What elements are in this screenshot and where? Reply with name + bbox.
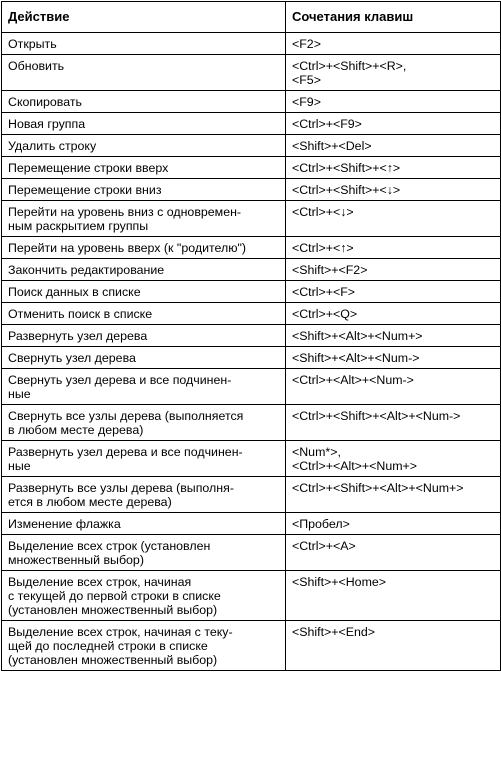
action-cell: Отменить поиск в списке	[2, 303, 286, 325]
action-cell: Свернуть все узлы дерева (выполняется в любом месте дерева)	[2, 405, 286, 441]
table-row	[2, 303, 501, 325]
table-row	[2, 201, 501, 237]
shortcut-cell: <Shift>+<F2>	[286, 259, 501, 281]
shortcut-cell: <Ctrl>+<A>	[286, 535, 501, 571]
action-cell: Удалить строку	[2, 135, 286, 157]
action-cell: Закончить редактирование	[2, 259, 286, 281]
action-cell: Развернуть узел дерева	[2, 325, 286, 347]
action-cell: Перейти на уровень вверх (к "родителю")	[2, 237, 286, 259]
shortcut-cell: <Ctrl>+<Shift>+<Alt>+<Num+>	[286, 477, 501, 513]
table-row	[2, 369, 501, 405]
action-cell: Развернуть узел дерева и все подчинен- ные	[2, 441, 286, 477]
shortcut-cell: <Ctrl>+<Q>	[286, 303, 501, 325]
header-row	[2, 2, 501, 33]
table-row	[2, 477, 501, 513]
table-row	[2, 281, 501, 303]
table-row	[2, 135, 501, 157]
table-row	[2, 441, 501, 477]
table-row	[2, 347, 501, 369]
action-cell: Обновить	[2, 55, 286, 91]
table-row	[2, 237, 501, 259]
action-cell: Свернуть узел дерева и все подчинен- ные	[2, 369, 286, 405]
action-cell: Новая группа	[2, 113, 286, 135]
header-action: Действие	[2, 2, 286, 33]
shortcut-cell: <Shift>+<Del>	[286, 135, 501, 157]
table-row	[2, 325, 501, 347]
shortcut-cell: <Ctrl>+<↓>	[286, 201, 501, 237]
table-row	[2, 621, 501, 671]
header-shortcut: Сочетания клавиш	[286, 2, 501, 33]
action-cell: Изменение флажка	[2, 513, 286, 535]
shortcut-cell: <Shift>+<Alt>+<Num->	[286, 347, 501, 369]
table-row	[2, 55, 501, 91]
table-row	[2, 157, 501, 179]
action-cell: Перемещение строки вниз	[2, 179, 286, 201]
table-row	[2, 91, 501, 113]
action-cell: Поиск данных в списке	[2, 281, 286, 303]
table-row	[2, 113, 501, 135]
table-row	[2, 33, 501, 55]
action-cell: Перемещение строки вверх	[2, 157, 286, 179]
action-cell: Перейти на уровень вниз с одновремен- ным раскрытием группы	[2, 201, 286, 237]
action-cell: Развернуть все узлы дерева (выполня- ется в любом месте дерева)	[2, 477, 286, 513]
shortcut-cell: <Ctrl>+<Alt>+<Num->	[286, 369, 501, 405]
shortcut-cell: <Ctrl>+<Shift>+<↓>	[286, 179, 501, 201]
table-row	[2, 535, 501, 571]
action-cell: Выделение всех строк, начиная с текущей до первой строки в списке (установлен множественный выбор)	[2, 571, 286, 621]
shortcuts-table	[1, 1, 501, 671]
shortcut-cell: <Ctrl>+<Shift>+<↑>	[286, 157, 501, 179]
action-cell: Выделение всех строк (установлен множественный выбор)	[2, 535, 286, 571]
shortcut-cell: <Ctrl>+<Shift>+<R>, <F5>	[286, 55, 501, 91]
action-cell: Скопировать	[2, 91, 286, 113]
table-row	[2, 259, 501, 281]
shortcut-cell: <Ctrl>+<F>	[286, 281, 501, 303]
table-body	[2, 33, 501, 671]
shortcut-cell: <Shift>+<Alt>+<Num+>	[286, 325, 501, 347]
shortcut-cell: <Ctrl>+<Shift>+<Alt>+<Num->	[286, 405, 501, 441]
shortcut-cell: <Num*>, <Ctrl>+<Alt>+<Num+>	[286, 441, 501, 477]
table-row	[2, 405, 501, 441]
shortcut-cell: <F9>	[286, 91, 501, 113]
table-row	[2, 513, 501, 535]
shortcut-cell: <Ctrl>+<↑>	[286, 237, 501, 259]
action-cell: Выделение всех строк, начиная с теку- щей до последней строки в списке (установлен множественный выбор)	[2, 621, 286, 671]
shortcut-cell: <Пробел>	[286, 513, 501, 535]
action-cell: Свернуть узел дерева	[2, 347, 286, 369]
action-cell: Открыть	[2, 33, 286, 55]
shortcut-cell: <Ctrl>+<F9>	[286, 113, 501, 135]
shortcut-cell: <F2>	[286, 33, 501, 55]
shortcut-cell: <Shift>+<End>	[286, 621, 501, 671]
table-row	[2, 571, 501, 621]
shortcut-cell: <Shift>+<Home>	[286, 571, 501, 621]
table-row	[2, 179, 501, 201]
